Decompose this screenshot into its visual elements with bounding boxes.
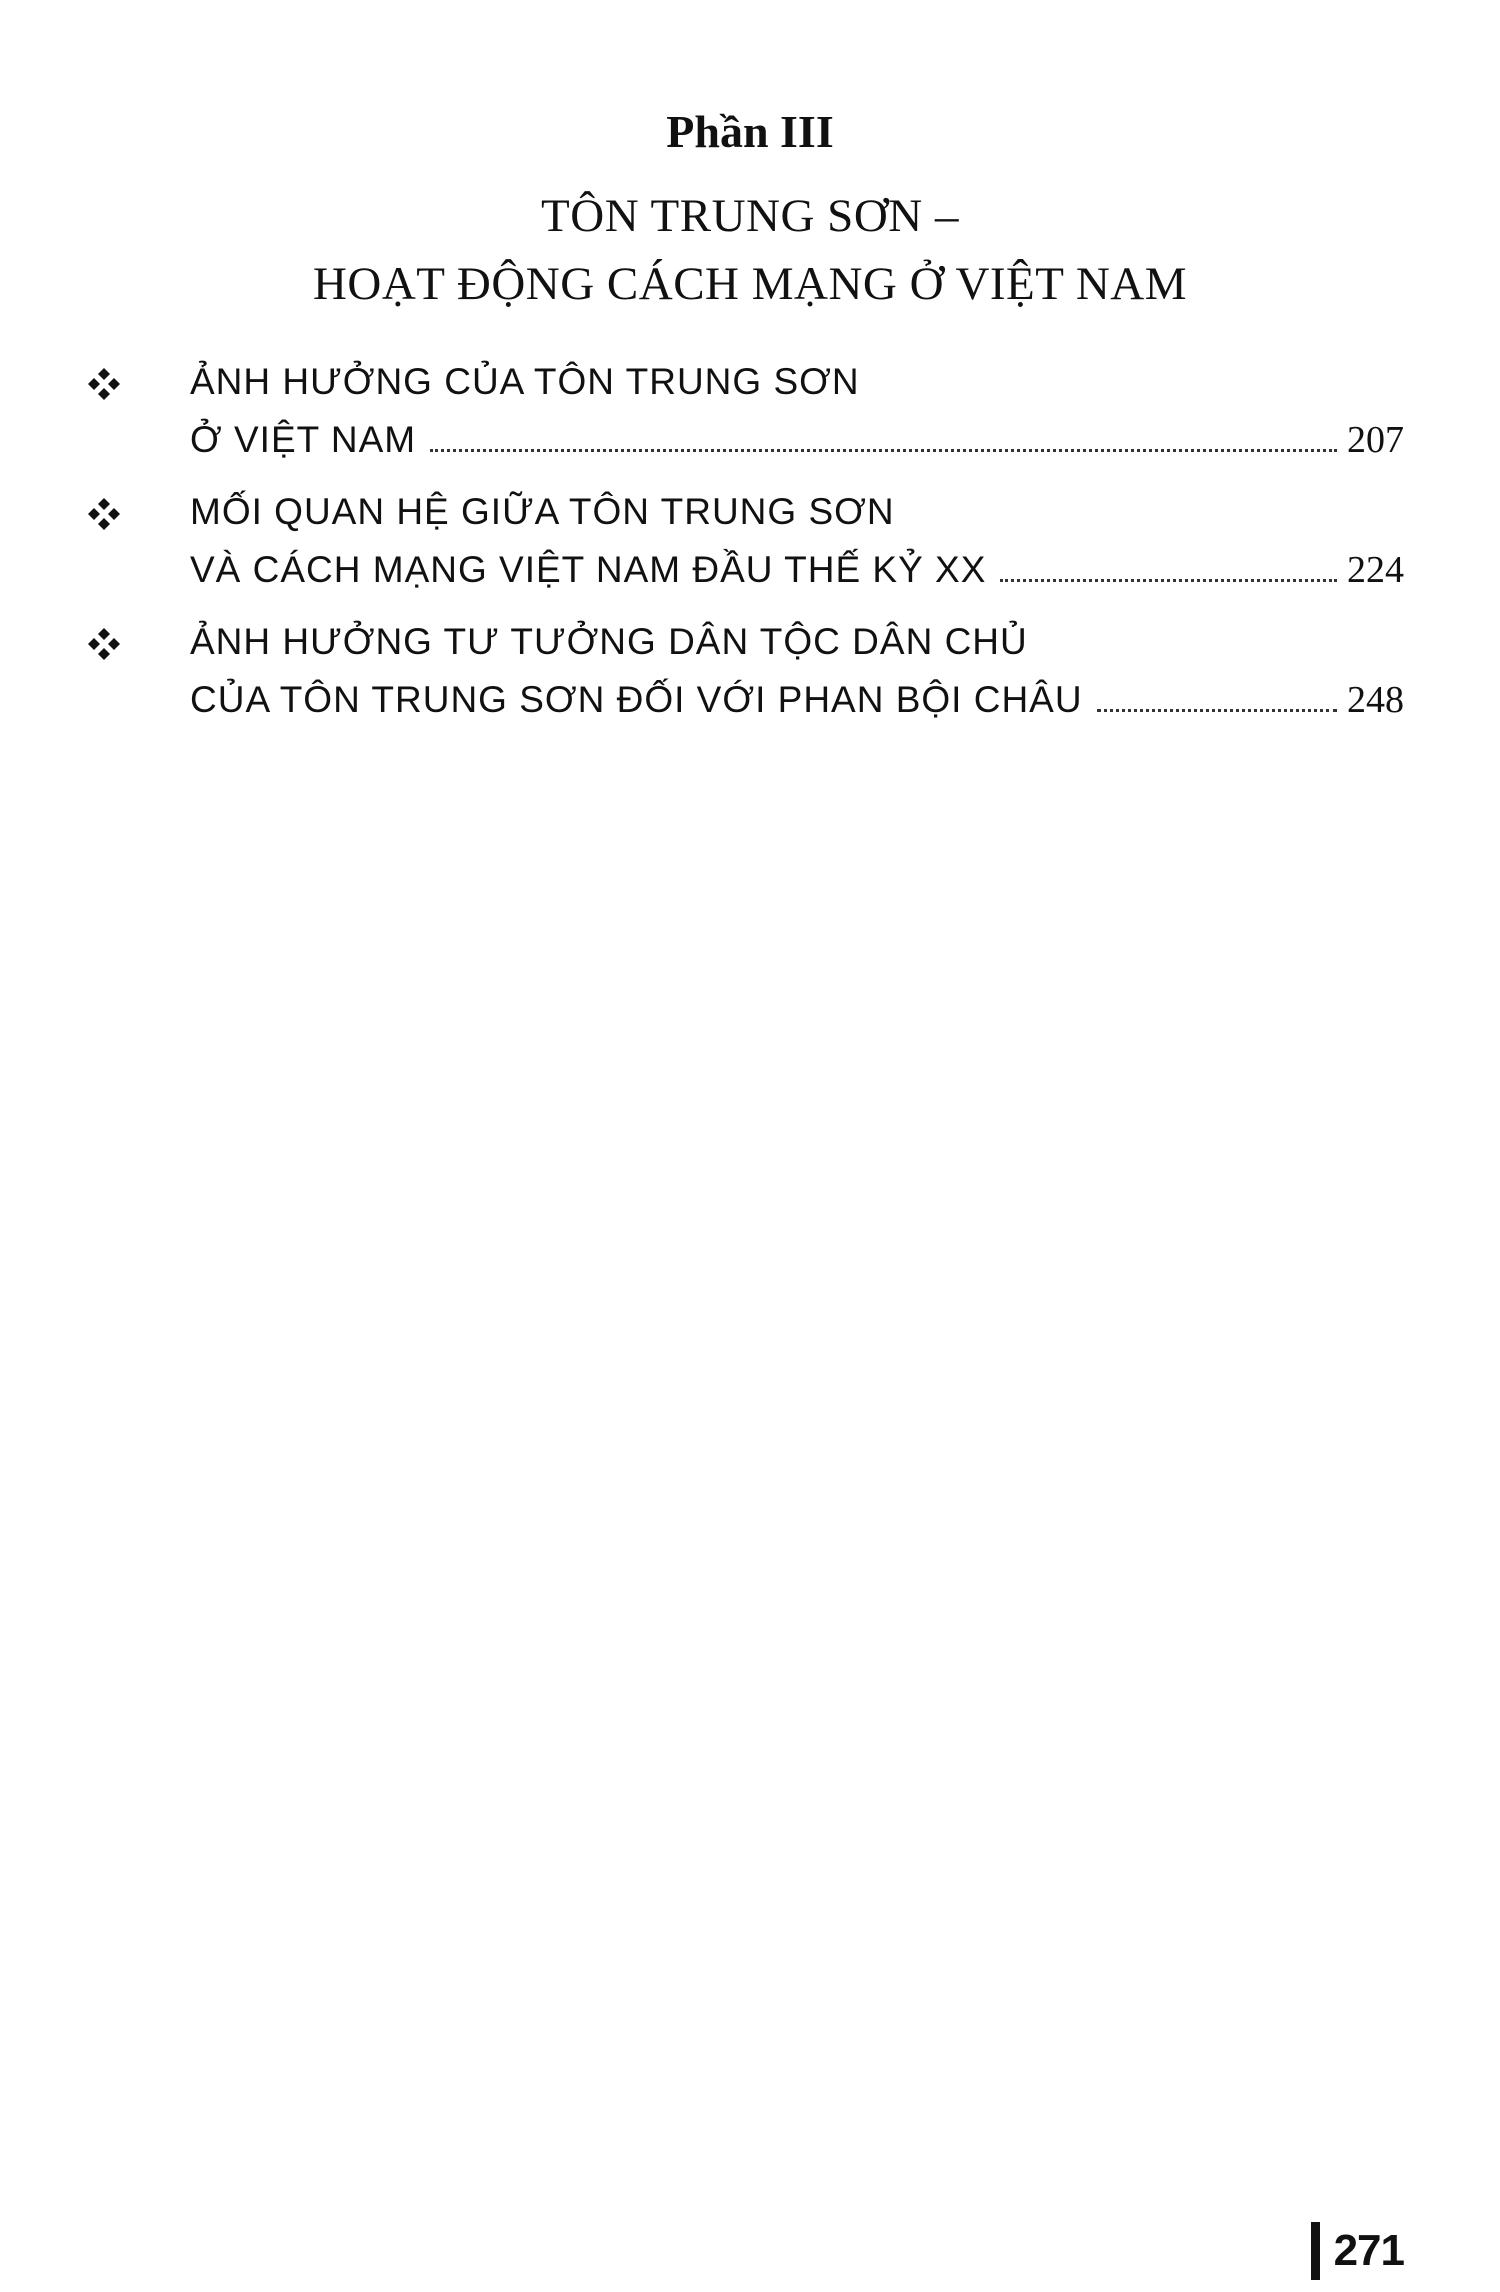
toc-entry[interactable] xyxy=(0,360,1500,490)
toc-entry-title-line-2 xyxy=(190,678,1404,722)
table-of-contents xyxy=(0,360,1500,750)
section-title-line-1: TÔN TRUNG SƠN – xyxy=(541,190,959,242)
toc-page-number: 207 xyxy=(1347,419,1404,461)
toc-entry-title-line-1: ẢNH HƯỞNG TƯ TƯỞNG DÂN TỘC DÂN CHỦ xyxy=(190,621,1028,662)
toc-entry-title-line-1: ẢNH HƯỞNG CỦA TÔN TRUNG SƠN xyxy=(190,361,860,402)
part-heading: Phần III xyxy=(666,106,834,157)
toc-entry-title-line-2 xyxy=(190,548,1404,592)
toc-entry[interactable] xyxy=(0,490,1500,620)
toc-page-number: 248 xyxy=(1347,679,1404,721)
toc-page-number: 224 xyxy=(1347,549,1404,591)
page-number: 271 xyxy=(1333,2226,1404,2275)
toc-entry-title-line-1: MỐI QUAN HỆ GIỮA TÔN TRUNG SƠN xyxy=(190,491,895,532)
toc-entry-title-text: VÀ CÁCH MẠNG VIỆT NAM ĐẦU THẾ KỶ XX xyxy=(190,549,987,590)
toc-entry-title-text: CỦA TÔN TRUNG SƠN ĐỐI VỚI PHAN BỘI CHÂU xyxy=(190,679,1083,720)
dot-leader xyxy=(1000,579,1337,582)
toc-entry-title-text: Ở VIỆT NAM xyxy=(190,419,417,460)
dot-leader xyxy=(430,449,1337,452)
page-number-rule xyxy=(1311,2222,1320,2280)
four-diamond-bullet-icon xyxy=(86,366,122,402)
section-title-line-2: HOẠT ĐỘNG CÁCH MẠNG Ở VIỆT NAM xyxy=(312,258,1188,310)
four-diamond-bullet-icon xyxy=(86,626,122,662)
four-diamond-bullet-icon xyxy=(86,496,122,532)
page-footer xyxy=(1311,2222,1404,2280)
toc-entry-title-line-2 xyxy=(190,418,1404,462)
dot-leader xyxy=(1097,709,1337,712)
toc-entry[interactable] xyxy=(0,620,1500,750)
